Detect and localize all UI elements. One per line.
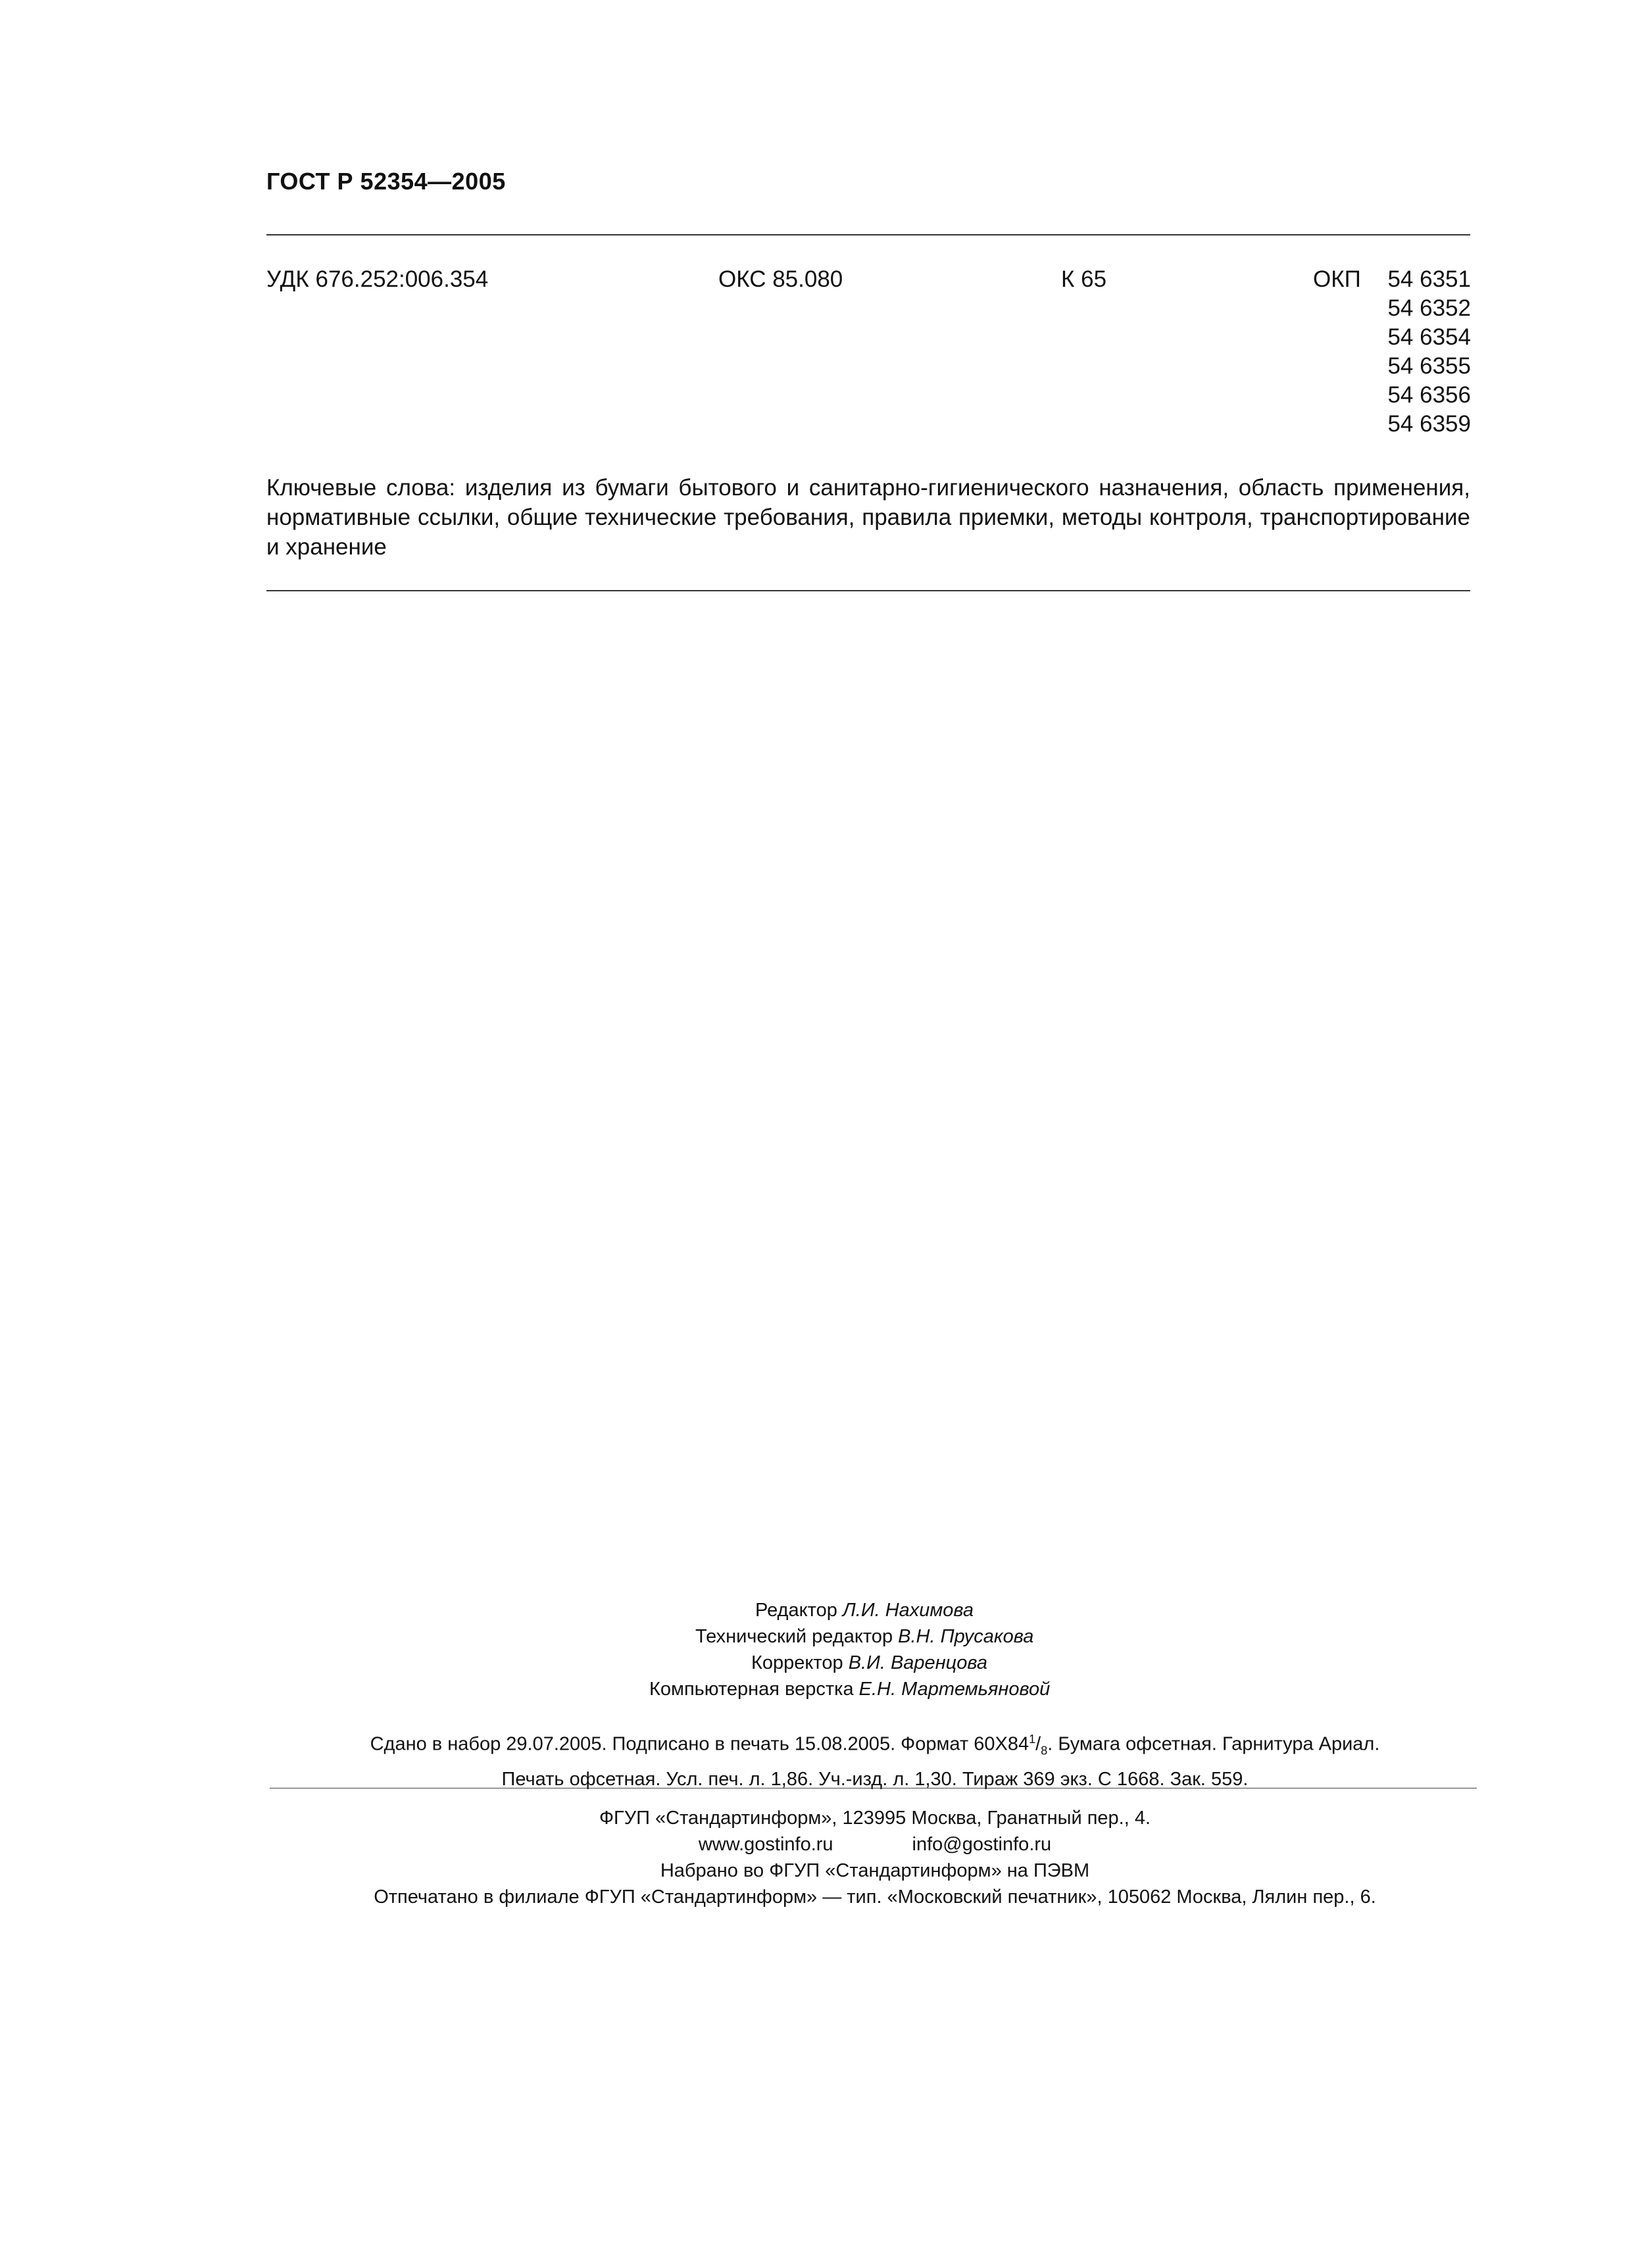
imprint-line-1: Сдано в набор 29.07.2005. Подписано в печать 15.08.2005. Формат $60X84^1/_8$. Бумага офсетная. Гарнитура Ариал. — [370, 1733, 1380, 1758]
okp-code-item: 54 6351 — [1387, 266, 1471, 292]
layout-label: Компьютерная верстка — [649, 1679, 854, 1700]
corrector-label: Корректор — [751, 1652, 843, 1673]
keywords-divider — [266, 590, 1470, 591]
publisher-email: info@gostinfo.ru — [912, 1834, 1052, 1855]
top-divider — [266, 234, 1470, 235]
printing-info: Отпечатано в филиале ФГУП «Стандартинформ» — тип. «Московский печатник», 105062 Москва, Лялин пер., 6. — [374, 1886, 1376, 1908]
imprint-line-1-start: Сдано в набор 29.07.2005. Подписано в печать 15.08.2005. Формат 60X84 — [370, 1733, 1029, 1755]
editor-credit — [755, 1597, 1636, 1623]
publisher-address: ФГУП «Стандартинформ», 123995 Москва, Гранатный пер., 4. — [599, 1808, 1151, 1829]
tech-editor-label: Технический редактор — [695, 1626, 893, 1647]
editorial-credits — [0, 1597, 1636, 1702]
okp-code-item: 54 6359 — [1387, 411, 1471, 437]
imprint-line-1-end: . Бумага офсетная. Гарнитура Ариал. — [1047, 1733, 1380, 1755]
layout-credit — [649, 1676, 1636, 1702]
editor-label: Редактор — [755, 1600, 837, 1621]
standard-code-header: ГОСТ Р 52354—2005 — [266, 168, 506, 195]
k-code: К 65 — [1061, 266, 1107, 292]
typeset-info: Набрано во ФГУП «Стандартинформ» на ПЭВМ — [660, 1860, 1090, 1881]
publisher-website: www.gostinfo.ru — [698, 1834, 833, 1855]
corrector-credit — [751, 1650, 1636, 1676]
print-imprint — [263, 1725, 1487, 1794]
tech-editor-name: В.Н. Прусакова — [898, 1626, 1034, 1647]
okp-code-item: 54 6354 — [1387, 324, 1471, 350]
layout-name: Е.Н. Мартемьяновой — [858, 1679, 1051, 1700]
format-fraction-denominator: 8 — [1041, 1744, 1048, 1758]
oks-code: ОКС 85.080 — [718, 266, 843, 292]
publisher-contacts — [263, 1831, 1487, 1858]
keywords-paragraph: Ключевые слова: изделия из бумаги бытового и санитарно-гигиенического назначения, область применения, нормативные ссылки, общие технические требования, правила приемки, методы контроля, транспортирование и хранение — [266, 475, 1470, 560]
okp-code-item: 54 6355 — [1387, 353, 1471, 379]
editor-name: Л.И. Нахимова — [842, 1600, 974, 1621]
okp-code-item: 54 6356 — [1387, 382, 1471, 408]
okp-code-list — [1376, 265, 1471, 439]
publisher-info — [263, 1805, 1487, 1910]
imprint-line-2: Печать офсетная. Усл. печ. л. 1,86. Уч.-изд. л. 1,30. Тираж 369 экз. С 1668. Зак. 559. — [501, 1769, 1249, 1790]
tech-editor-credit — [695, 1623, 1636, 1650]
format-fraction-numerator: 1 — [1029, 1733, 1036, 1746]
corrector-name: В.И. Варенцова — [848, 1652, 987, 1673]
okp-label: ОКП — [1313, 266, 1361, 292]
okp-code-item: 54 6352 — [1387, 295, 1471, 321]
udk-code: УДК 676.252:006.354 — [266, 266, 489, 292]
